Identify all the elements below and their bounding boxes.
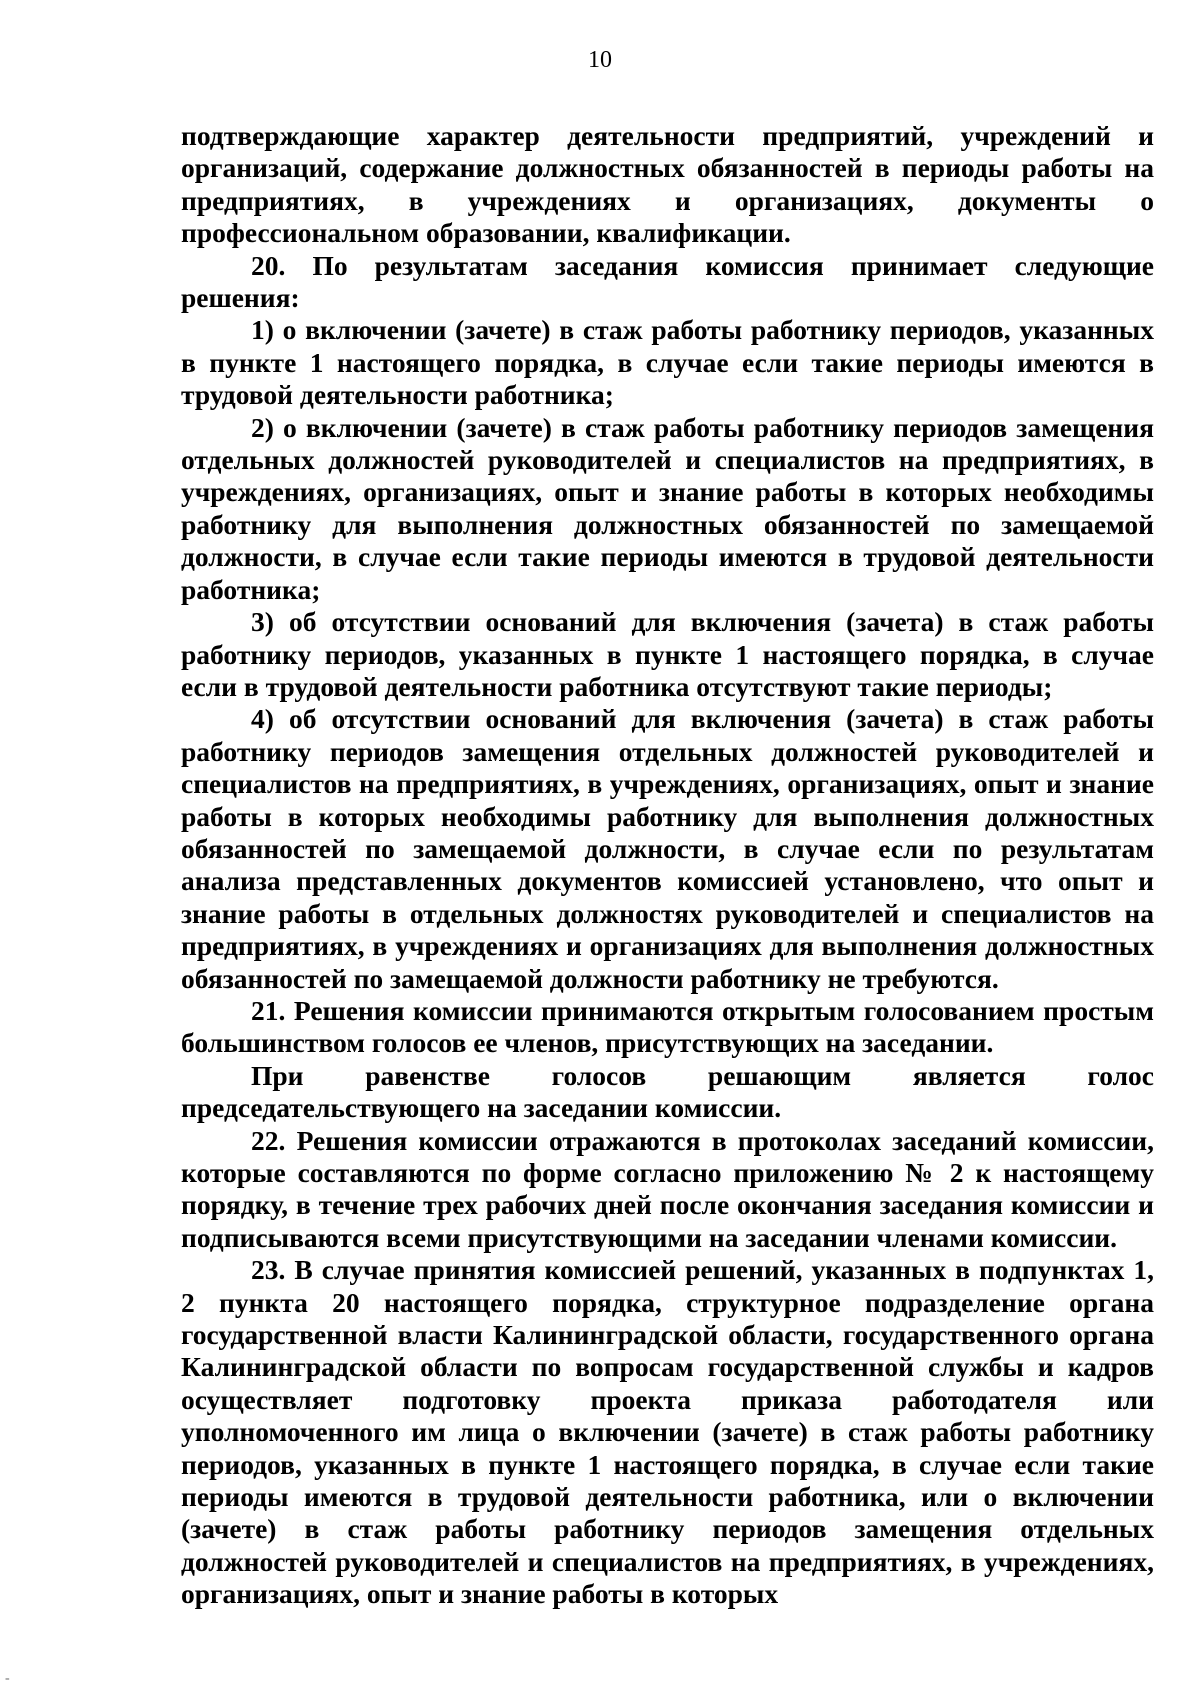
paragraph-subitem-3: 3) об отсутствии оснований для включения (зачета) в стаж работы работнику периодов, указанных в пункте 1 настоящего порядка, в случае если в трудовой деятельности работника отсутствуют такие периоды; [181, 606, 1154, 702]
paragraph-subitem-2: 2) о включении (зачете) в стаж работы работнику периодов замещения отдельных должностей руководителей и специалистов на предприятиях, в учреждениях, организациях, опыт и знание работы в которых необходимы работнику для выполнения должностных обязанностей по замещаемой должности, в случае если такие периоды имеются в трудовой деятельности работника; [181, 411, 1154, 605]
paragraph-item-22: 22. Решения комиссии отражаются в протоколах заседаний комиссии, которые составляются по форме согласно приложению № 2 к настоящему порядку, в течение трех рабочих дней после окончания заседания комиссии и подписываются всеми присутствующими на заседании членами комиссии. [181, 1124, 1154, 1253]
page-number: 10 [588, 47, 612, 73]
paragraph-subitem-4: 4) об отсутствии оснований для включения (зачета) в стаж работы работнику периодов замещения отдельных должностей руководителей и специалистов на предприятиях, в учреждениях, организациях, опыт и знание работы в которых необходимы работнику для выполнения должностных обязанностей по замещаемой должности, в случае если по результатам анализа представленных документов комиссией установлено, что опыт и знание работы в отдельных должностях руководителей и специалистов на предприятиях, в учреждениях и организациях для выполнения должностных обязанностей по замещаемой должности работнику не требуются. [181, 703, 1154, 994]
paragraph-item-20: 20. По результатам заседания комиссия принимает следующие решения: [181, 249, 1154, 314]
paragraph-subitem-1: 1) о включении (зачете) в стаж работы работнику периодов, указанных в пункте 1 настоящего порядка, в случае если такие периоды имеются в трудовой деятельности работника; [181, 314, 1154, 411]
paragraph-item-21: 21. Решения комиссии принимаются открытым голосованием простым большинством голосов ее членов, присутствующих на заседании. [181, 994, 1154, 1059]
paragraph-item-21-tie-vote: При равенстве голосов решающим является голос председательствующего на заседании комиссии. [181, 1059, 1154, 1124]
document-body [181, 120, 1154, 1611]
paragraph-continuation: подтверждающие характер деятельности предприятий, учреждений и организаций, содержание должностных обязанностей в периоды работы на предприятиях, в учреждениях и организациях, документы о профессиональном образовании, квалификации. [181, 120, 1154, 249]
scan-edge-mark: - [5, 1671, 10, 1686]
paragraph-item-23: 23. В случае принятия комиссией решений, указанных в подпунктах 1, 2 пункта 20 настоящего порядка, структурное подразделение органа государственной власти Калининградской области, государственного органа Калининградской области по вопросам государственной службы и кадров осуществляет подготовку проекта приказа работодателя или уполномоченного им лица о включении (зачете) в стаж работы работнику периодов, указанных в пункте 1 настоящего порядка, в случае если такие периоды имеются в трудовой деятельности работника, или о включении (зачете) в стаж работы работнику периодов замещения отдельных должностей руководителей и специалистов на предприятиях, в учреждениях, организациях, опыт и знание работы в которых [181, 1254, 1154, 1610]
